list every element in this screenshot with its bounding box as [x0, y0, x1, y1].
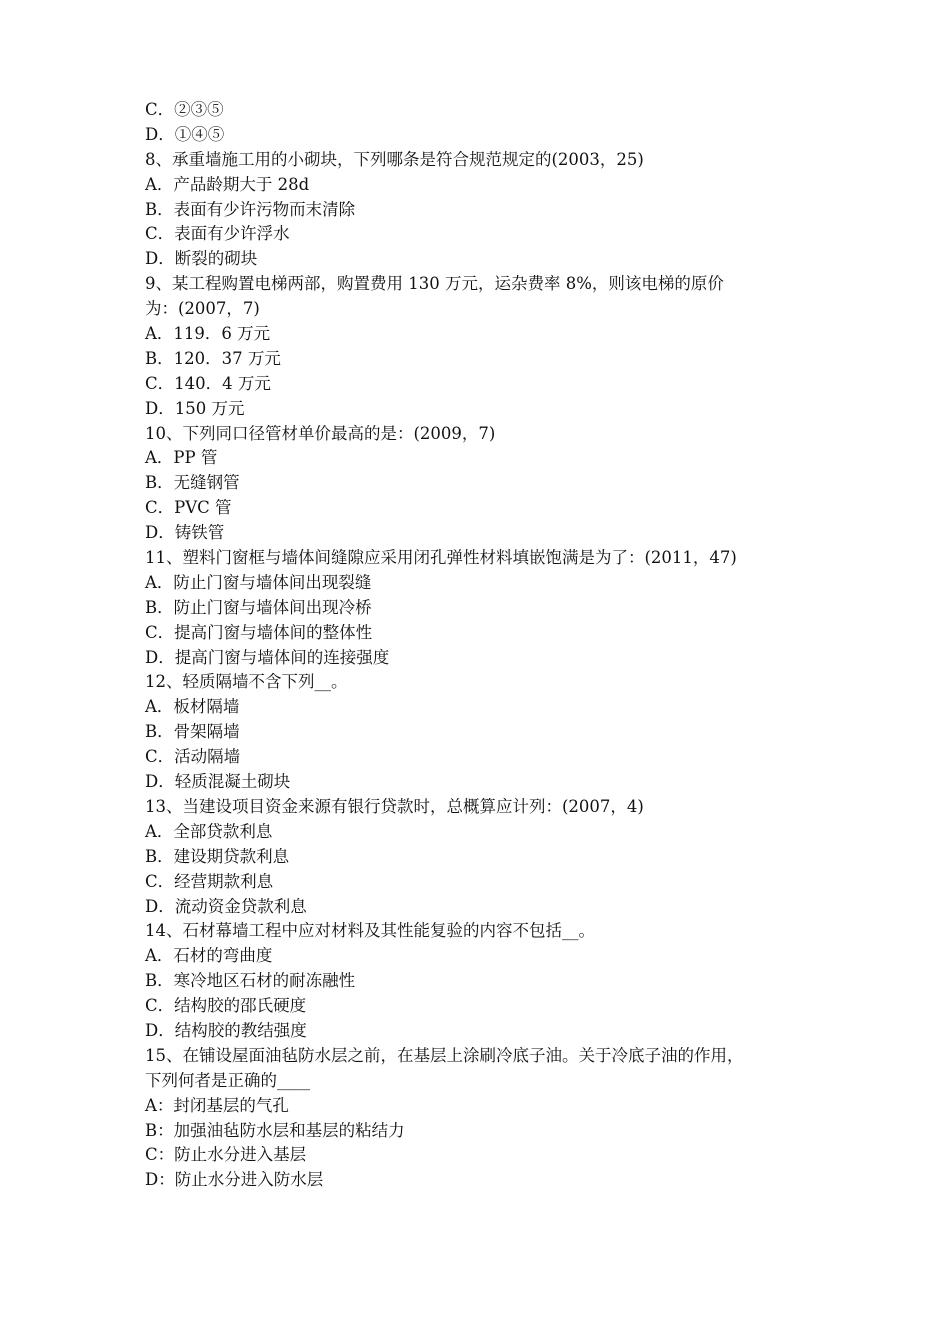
option-line: C．活动隔墙 [145, 747, 241, 767]
option-line: D：防止水分进入防水层 [145, 1170, 324, 1190]
question-line: 8、承重墙施工用的小砌块，下列哪条是符合规范规定的(2003，25) [145, 149, 644, 169]
option-line: D．流动资金贷款利息 [145, 896, 307, 916]
option-line: A．防止门窗与墙体间出现裂缝 [145, 572, 372, 592]
option-line: B．无缝钢管 [145, 473, 240, 493]
option-line: A．119．6 万元 [145, 324, 271, 344]
option-line: B．建设期贷款利息 [145, 846, 290, 866]
question-line: 15、在铺设屋面油毡防水层之前，在基层上涂刷冷底子油。关于冷底子油的作用， [145, 1045, 744, 1065]
question-line: 为：(2007，7) [145, 299, 260, 319]
option-line: C．表面有少许浮水 [145, 224, 290, 244]
option-line: D．断裂的砌块 [145, 249, 258, 269]
question-line: 14、石材幕墙工程中应对材料及其性能复验的内容不包括__。 [145, 921, 595, 941]
option-line: D．提高门窗与墙体间的连接强度 [145, 647, 390, 667]
option-line: A．产品龄期大于 28d [145, 174, 310, 194]
question-line: 10、下列同口径管材单价最高的是：(2009，7) [145, 423, 496, 443]
option-line: B．骨架隔墙 [145, 722, 240, 742]
option-line: D．轻质混凝土砌块 [145, 772, 291, 792]
option-line: A．全部贷款利息 [145, 821, 273, 841]
option-line: C．②③⑤ [145, 100, 224, 119]
question-line: 13、当建设项目资金来源有银行贷款时，总概算应计列：(2007，4) [145, 796, 644, 816]
option-line: B．表面有少许污物而末清除 [145, 199, 356, 219]
option-line: B：加强油毡防水层和基层的粘结力 [145, 1120, 405, 1140]
document-body [145, 98, 825, 1193]
option-line: D．铸铁管 [145, 523, 225, 543]
option-line: C：防止水分进入基层 [145, 1145, 307, 1165]
option-line: C．结构胶的邵氏硬度 [145, 996, 307, 1016]
question-line: 11、塑料门窗框与墙体间缝隙应采用闭孔弹性材料填嵌饱满是为了：(2011，47) [145, 548, 737, 568]
option-line: C．提高门窗与墙体间的整体性 [145, 622, 373, 642]
option-line: C．PVC 管 [145, 498, 232, 518]
question-line: 下列何者是正确的____ [145, 1070, 310, 1090]
option-line: A．PP 管 [145, 448, 218, 468]
option-line: A．石材的弯曲度 [145, 946, 273, 966]
option-line: C．经营期款利息 [145, 871, 274, 891]
option-line: D．结构胶的教结强度 [145, 1020, 307, 1040]
question-line: 12、轻质隔墙不含下列__。 [145, 672, 348, 692]
question-line: 9、某工程购置电梯两部，购置费用 130 万元，运杂费率 8%，则该电梯的原价 [145, 274, 724, 294]
option-line: B．120．37 万元 [145, 348, 281, 368]
option-line: D．150 万元 [145, 398, 245, 418]
option-line: D．①④⑤ [145, 124, 225, 144]
option-line: B．防止门窗与墙体间出现冷桥 [145, 597, 372, 617]
option-line: C．140．4 万元 [145, 373, 271, 393]
option-line: A：封闭基层的气孔 [145, 1095, 289, 1115]
option-line: B．寒冷地区石材的耐冻融性 [145, 971, 356, 991]
option-line: A．板材隔墙 [145, 697, 240, 717]
